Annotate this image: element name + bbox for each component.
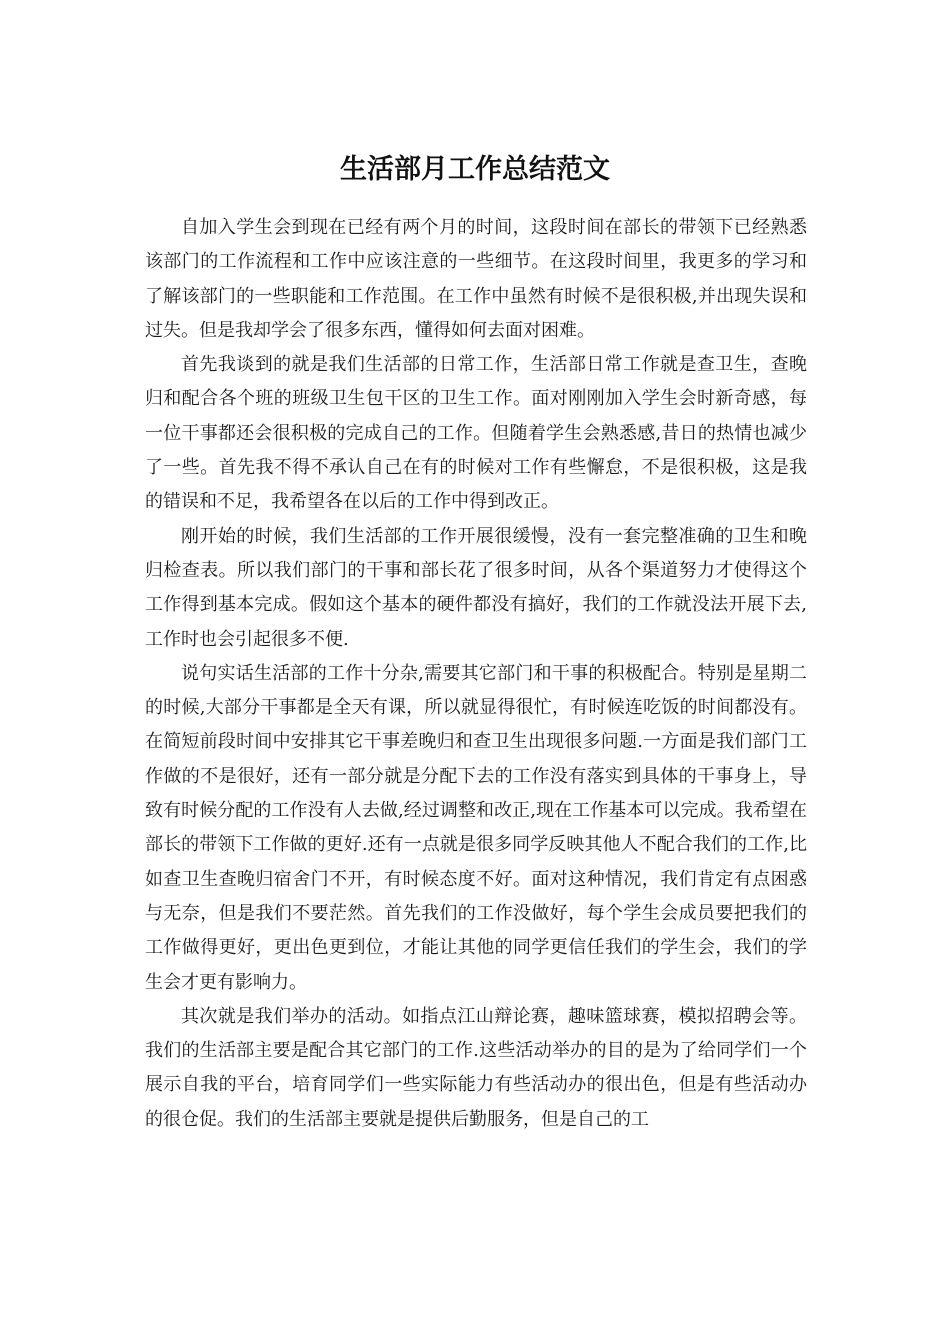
document-title: 生活部月工作总结范文 [340, 154, 610, 185]
paragraph-1: 自加入学生会到现在已经有两个月的时间，这段时间在部长的带领下已经熟悉该部门的工作流程和工作中应该注意的一些细节。在这段时间里，我更多的学习和了解该部门的一些职能和工作范围。在工作中虽然有时候不是很积极,并出现失误和过失。但是我却学会了很多东西，懂得如何去面对困难。 [145, 217, 807, 341]
document-body [145, 211, 807, 1137]
paragraph-2: 首先我谈到的就是我们生活部的日常工作，生活部日常工作就是查卫生，查晚归和配合各个班的班级卫生包干区的卫生工作。面对刚刚加入学生会时新奇感，每一位干事都还会很积极的完成自己的工作。但随着学生会熟悉感,昔日的热情也减少了一些。首先我不得不承认自己在有的时候对工作有些懈怠，不是很积极，这是我的错误和不足，我希望各在以后的工作中得到改正。 [145, 354, 807, 513]
paragraph-4: 说句实话生活部的工作十分杂,需要其它部门和干事的积极配合。特别是星期二的时候,大部分干事都是全天有课，所以就显得很忙，有时候连吃饭的时间都没有。在简短前段时间中安排其它干事差晚归和查卫生出现很多问题.一方面是我们部门工作做的不是很好，还有一部分就是分配下去的工作没有落实到具体的干事身上，导致有时候分配的工作没有人去做,经过调整和改正,现在工作基本可以完成。我希望在部长的带领下工作做的更好.还有一点就是很多同学反映其他人不配合我们的工作,比如查卫生查晚归宿舍门不开，有时候态度不好。面对这种情况，我们肯定有点困惑与无奈，但是我们不要茫然。首先我们的工作没做好，每个学生会成员要把我们的工作做得更好，更出色更到位，才能让其他的同学更信任我们的学生会，我们的学生会才更有影响力。 [145, 662, 807, 993]
paragraph-3: 刚开始的时候，我们生活部的工作开展很缓慢，没有一套完整准确的卫生和晚归检查表。所以我们部门的干事和部长花了很多时间，从各个渠道努力才使得这个工作得到基本完成。假如这个基本的硬件都没有搞好，我们的工作就没法开展下去,工作时也会引起很多不便. [145, 525, 807, 650]
paragraph-5: 其次就是我们举办的活动。如指点江山辩论赛，趣味篮球赛，模拟招聘会等。我们的生活部主要是配合其它部门的工作.这些活动举办的目的是为了给同学们一个展示自我的平台，培育同学们一些实际能力有些活动办的很出色，但是有些活动办的很仓促。我们的生活部主要就是提供后勤服务，但是自己的工 [145, 1005, 807, 1130]
